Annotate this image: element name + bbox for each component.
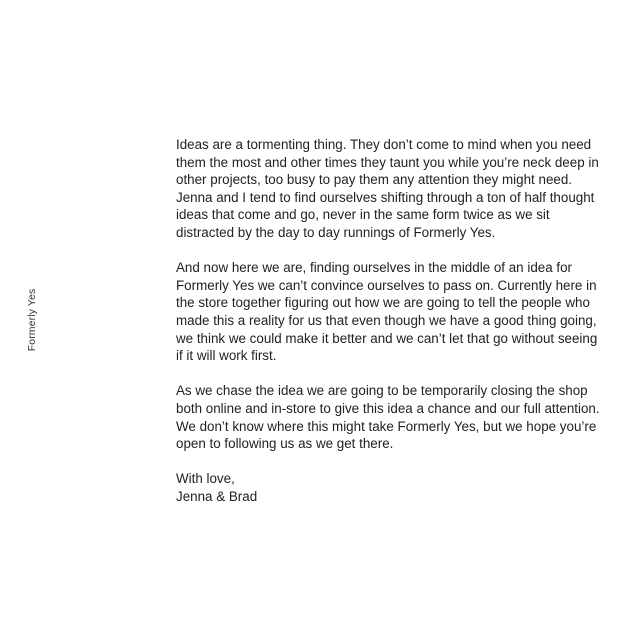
letter-body: [176, 136, 604, 505]
letter-paragraph-1: Ideas are a tormenting thing. They don’t come to mind when you need them the most and other times they taunt you while you’re neck deep in other projects, too busy to pay them any attention they might need. Jenna and I tend to find ourselves shifting through a ton of half thought ideas that come and go, never in the same form twice as we sit distracted by the day to day runnings of Formerly Yes.: [176, 137, 599, 240]
letter-signature: Jenna & Brad: [176, 488, 258, 504]
letter-signoff: [176, 470, 604, 505]
vertical-brand-label: Formerly Yes: [26, 288, 38, 352]
letter-paragraph-3: As we chase the idea we are going to be temporarily closing the shop both online and in-store to give this idea a chance and our full attention. We don’t know where this might take Formerly Yes, but we hope you’re open to following us as we get there.: [176, 383, 600, 452]
letter-paragraph-2: And now here we are, finding ourselves in the middle of an idea for Formerly Yes we can’t convince ourselves to pass on. Currently here in the store together figuring out how we are going to tell the people who made this a reality for us that even though we have a good thing going, we think we could make it better and we can’t let that go without seeing if it will work first.: [176, 260, 598, 364]
letter-closing: With love,: [176, 471, 235, 487]
